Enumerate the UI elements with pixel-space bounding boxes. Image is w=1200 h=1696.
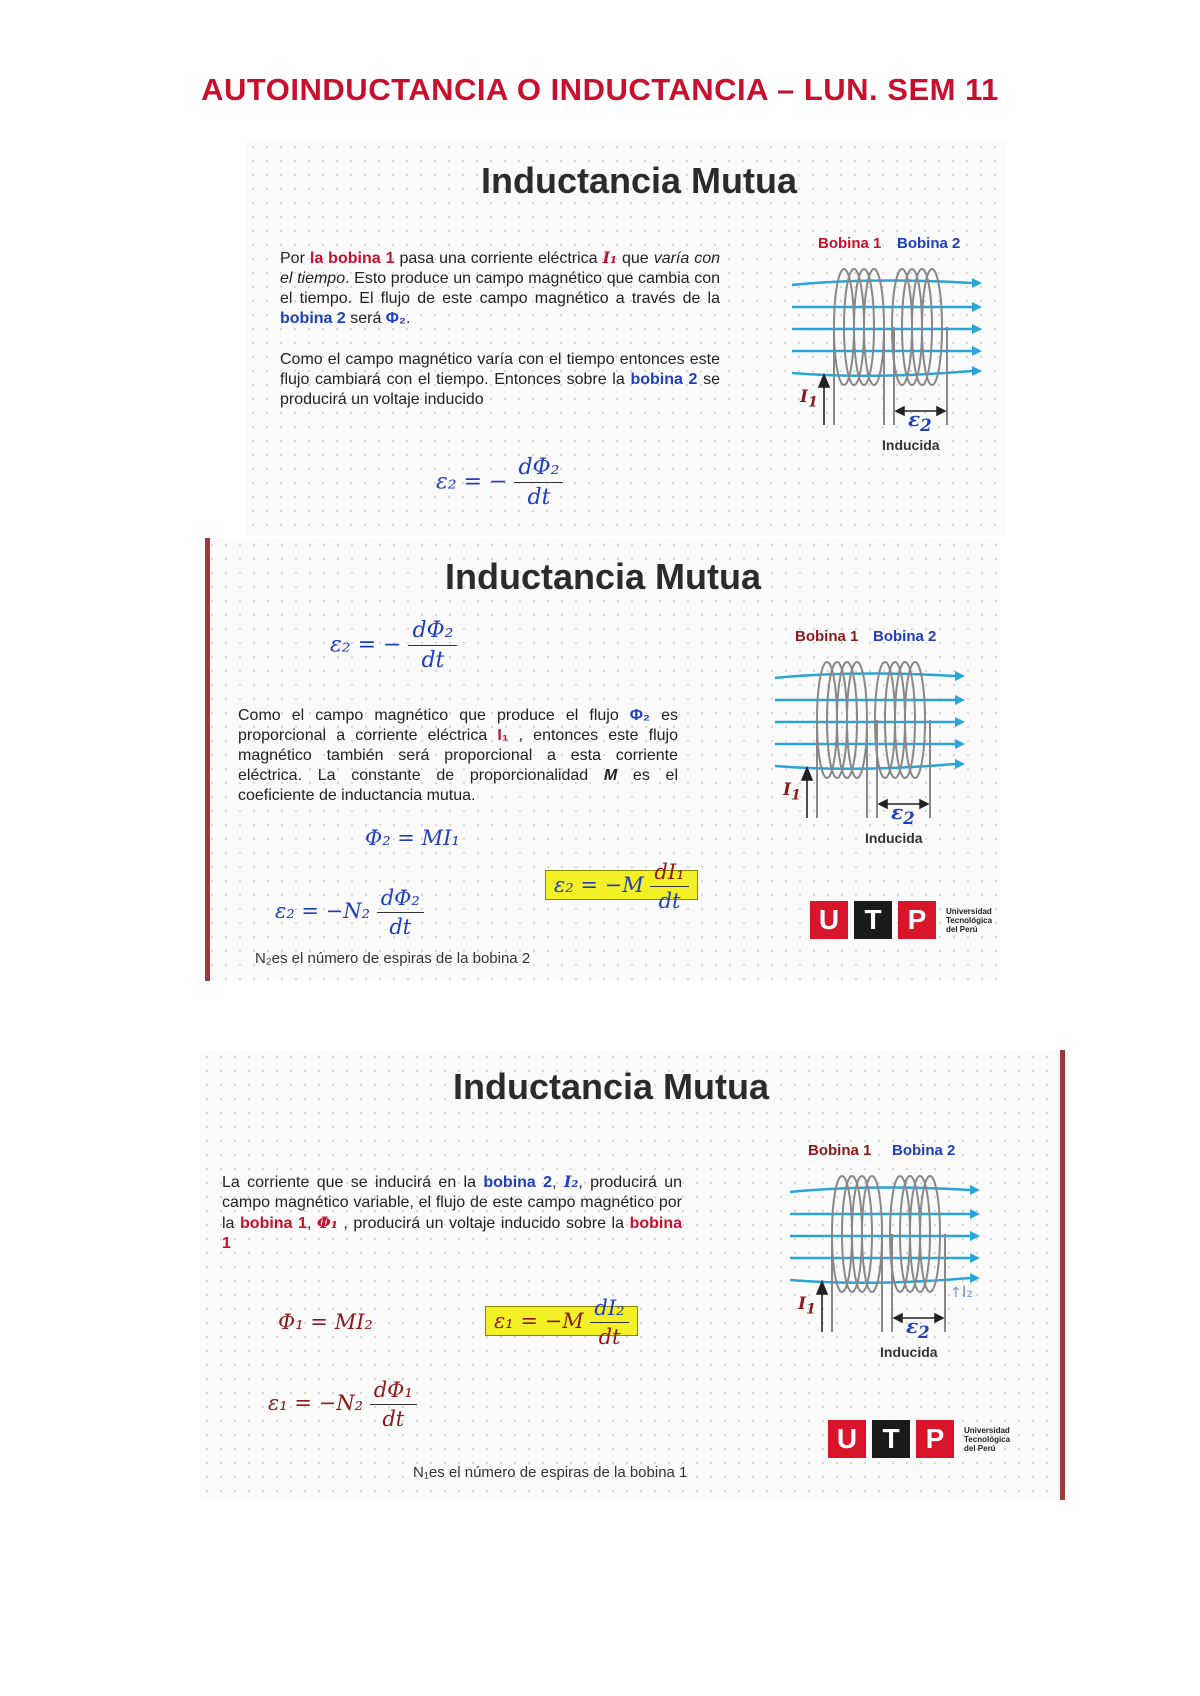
- coil-diagram: [765, 628, 975, 858]
- label-bobina-2: Bobina 2: [873, 628, 937, 645]
- label-bobina-1: Bobina 1: [795, 628, 859, 645]
- coil-diagram: [780, 1142, 990, 1372]
- equation-emf-n2: ε₂ = −N₂ $\frac{\text{dΦ₂}}{dt}$: [275, 886, 424, 939]
- handwritten-i2: ↑I₂: [950, 1282, 973, 1301]
- label-current: $I_1$: [783, 780, 801, 804]
- label-emf: $\varepsilon_2$: [908, 407, 932, 435]
- slide-paragraph-2: Como el campo magnético varía con el tiempo entonces este flujo cambiará con el tiempo. Entonces sobre la bobina 2 se producirá un voltaje inducido: [280, 351, 721, 408]
- label-bobina-1: Bobina 1: [808, 1142, 872, 1159]
- equation-highlight: ε₂ = −M $\frac{\text{dI₁}}{dt}$: [545, 860, 698, 913]
- label-emf: $\varepsilon_2$: [906, 1314, 930, 1342]
- label-bobina-2: Bobina 2: [897, 235, 961, 252]
- label-inducida: Inducida: [880, 1344, 938, 1360]
- utp-logo: U T P Universidad Tecnológica del Perú: [828, 1420, 1010, 1458]
- footnote: N₁es el número de espiras de la bobina 1: [413, 1464, 688, 1481]
- label-inducida: Inducida: [865, 830, 923, 846]
- slide-2: [205, 538, 1000, 981]
- label-current: $I_1$: [798, 1294, 816, 1318]
- label-bobina-2: Bobina 2: [892, 1142, 956, 1159]
- equation-highlight: ε₁ = −M $\frac{\text{dI₂}}{dt}$: [485, 1296, 638, 1349]
- equation-phi-1: Φ₁ = MI₂: [278, 1310, 373, 1334]
- slide-paragraph: La corriente que se inducirá en la bobina 2, I₂, producirá un campo magnético variable, el flujo de este campo magnético por la bobina 1, Φ₁ , producirá un voltaje inducido sobre la bobina 1: [222, 1172, 683, 1252]
- slide-title: Inductancia Mutua: [481, 160, 798, 201]
- label-inducida: Inducida: [882, 437, 940, 453]
- page-title: AUTOINDUCTANCIA O INDUCTANCIA – LUN. SEM 11: [201, 72, 999, 107]
- footnote: N₂es el número de espiras de la bobina 2: [255, 950, 531, 967]
- slide-3: [200, 1050, 1065, 1500]
- label-emf: $\varepsilon_2$: [891, 800, 915, 828]
- slide-paragraph-1: Por la bobina 1 pasa una corriente eléctrica I₁ que varía con el tiempo. Esto produce un campo magnético que cambia con el tiempo. El flujo de este campo magnético a través de la bobina 2 será Φ₂.: [280, 248, 721, 327]
- equation-emf-2: ε₂ = − $\frac{\text{dΦ₂}}{dt}$: [330, 618, 457, 673]
- utp-logo: U T P Universidad Tecnológica del Perú: [810, 901, 992, 939]
- slide-1: [246, 140, 1006, 535]
- equation-phi-2: Φ₂ = MI₁: [365, 826, 460, 850]
- slide-title: Inductancia Mutua: [445, 556, 762, 597]
- equation-emf-2: ε₂ = − $\frac{\text{dΦ₂}}{dt}$: [436, 455, 563, 510]
- slide-paragraph: Como el campo magnético que produce el flujo Φ₂ es proporcional a corriente eléctrica I₁ , entonces este flujo magnético también será proporcional a esta corriente eléctrica. La constante de proporcionalidad M es el coeficiente de inductancia mutua.: [238, 707, 679, 804]
- label-current: $I_1$: [800, 387, 818, 411]
- label-bobina-1: Bobina 1: [818, 235, 882, 252]
- slide-title: Inductancia Mutua: [453, 1066, 770, 1107]
- equation-emf-n2: ε₁ = −N₂ $\frac{\text{dΦ₁}}{dt}$: [268, 1378, 417, 1431]
- coil-diagram: [782, 235, 992, 465]
- slide-border: [205, 538, 210, 981]
- slide-border: [1060, 1050, 1065, 1500]
